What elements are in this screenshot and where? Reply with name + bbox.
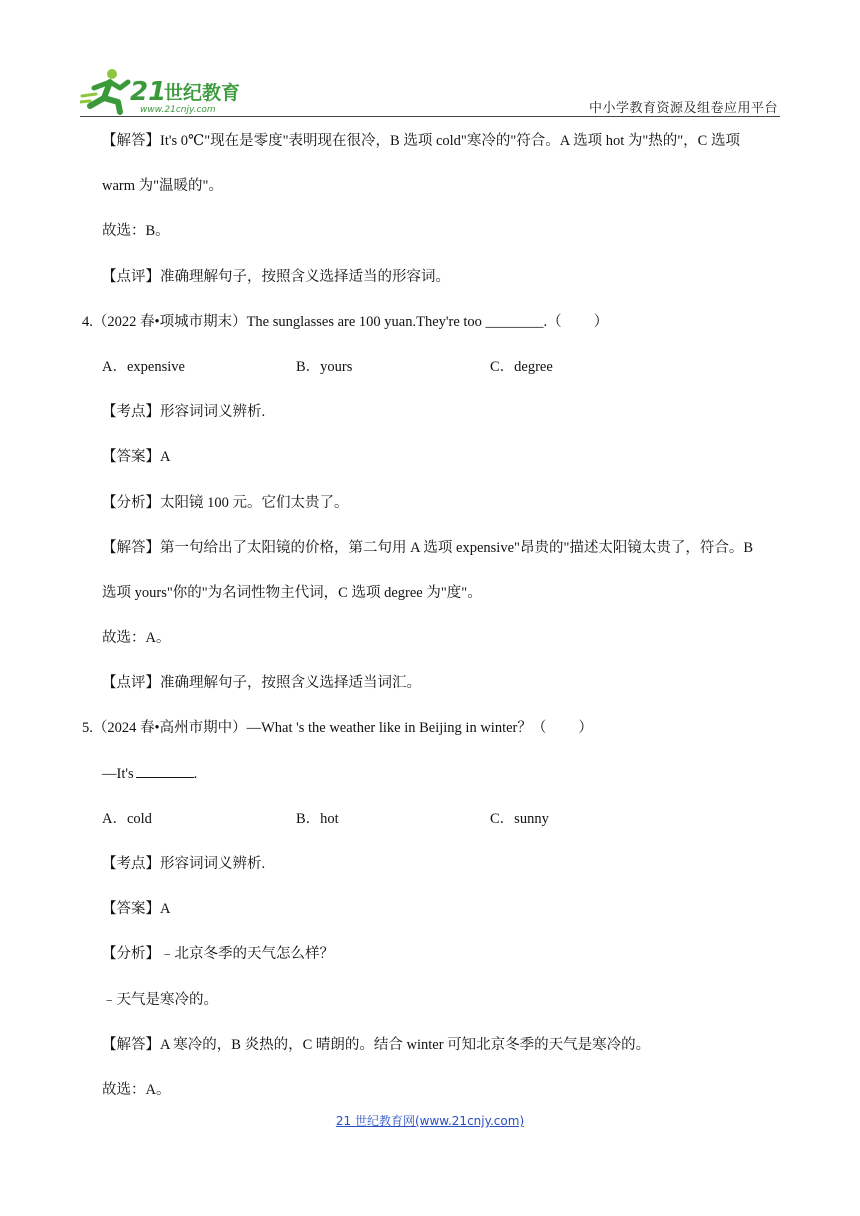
platform-title: 中小学教育资源及组卷应用平台	[588, 101, 778, 116]
q5-daan: 【答案】A	[102, 901, 171, 918]
q5-sub-prefix: —It's	[102, 765, 134, 782]
logo-cn-text: 世纪教育	[164, 82, 241, 104]
document-body	[82, 126, 782, 1120]
q4-jieda-line1: 【解答】第一句给出了太阳镜的价格，第二句用 A 选项 expensive"昂贵的"描述太阳镜太贵了，符合。B	[102, 539, 754, 556]
page-footer	[0, 1112, 860, 1129]
q5-option-c: C．sunny	[490, 810, 549, 827]
q5-stem-text: 5.（2024 春•高州市期中）—What 's the weather like in Beijing in winter？（	[82, 720, 547, 737]
q5-jieda: 【解答】A 寒冷的，B 炎热的，C 晴朗的。结合 winter 可知北京冬季的天气是寒冷的。	[102, 1036, 651, 1053]
q5-guxuan: 故选：A。	[102, 1081, 171, 1098]
q5-option-a: A．cold	[102, 810, 152, 827]
q5-blank	[136, 765, 194, 778]
q4-stem	[82, 307, 782, 352]
q3-jieda-line2: warm 为"温暖的"。	[102, 178, 223, 195]
q4-options	[82, 352, 782, 397]
q5-stem	[82, 713, 782, 758]
q4-fenxi: 【分析】太阳镜 100 元。它们太贵了。	[102, 494, 349, 511]
q5-options	[82, 804, 782, 849]
q4-option-c: C．degree	[490, 358, 553, 375]
q3-guxuan: 故选：B。	[102, 223, 170, 240]
q5-sub-suffix: .	[193, 765, 198, 782]
q4-stem-close: ）	[593, 313, 609, 330]
logo-number: 21	[130, 77, 167, 107]
q4-stem-text: 4.（2022 春•项城市期末）The sunglasses are 100 yuan.They're too ________.（	[82, 313, 562, 330]
q4-guxuan: 故选：A。	[102, 630, 171, 647]
logo-21cnjy	[80, 66, 260, 116]
footer-link[interactable]: 21 世纪教育网(www.21cnjy.com)	[335, 1114, 525, 1128]
q5-option-b: B．hot	[296, 810, 339, 827]
q5-stem-close: ）	[578, 720, 593, 737]
logo-url: www.21cnjy.com	[140, 105, 216, 115]
q5-kaodian: 【考点】形容词词义辨析.	[102, 856, 266, 872]
q4-option-b: B．yours	[296, 358, 353, 375]
q3-dianping: 【点评】准确理解句子，按照含义选择适当的形容词。	[102, 268, 450, 285]
page-header	[80, 64, 780, 120]
q3-jieda-line1: 【解答】It's 0℃"现在是零度"表明现在很冷，B 选项 cold"寒冷的"符合。A 选项 hot 为"热的"，C 选项	[102, 133, 740, 149]
q5-fenxi-line2: ﹣天气是寒冷的。	[102, 991, 218, 1008]
q5-sub	[82, 759, 782, 804]
header-divider	[80, 116, 780, 117]
q4-option-a: A．expensive	[102, 358, 185, 375]
q4-daan: 【答案】A	[102, 449, 171, 466]
q4-dianping: 【点评】准确理解句子，按照含义选择适当词汇。	[102, 675, 421, 692]
q4-jieda-line2: 选项 yours"你的"为名词性物主代词，C 选项 degree 为"度"。	[102, 584, 482, 601]
q4-kaodian: 【考点】形容词词义辨析.	[102, 404, 266, 421]
q5-fenxi-line1: 【分析】﹣北京冬季的天气怎么样？	[102, 946, 334, 963]
